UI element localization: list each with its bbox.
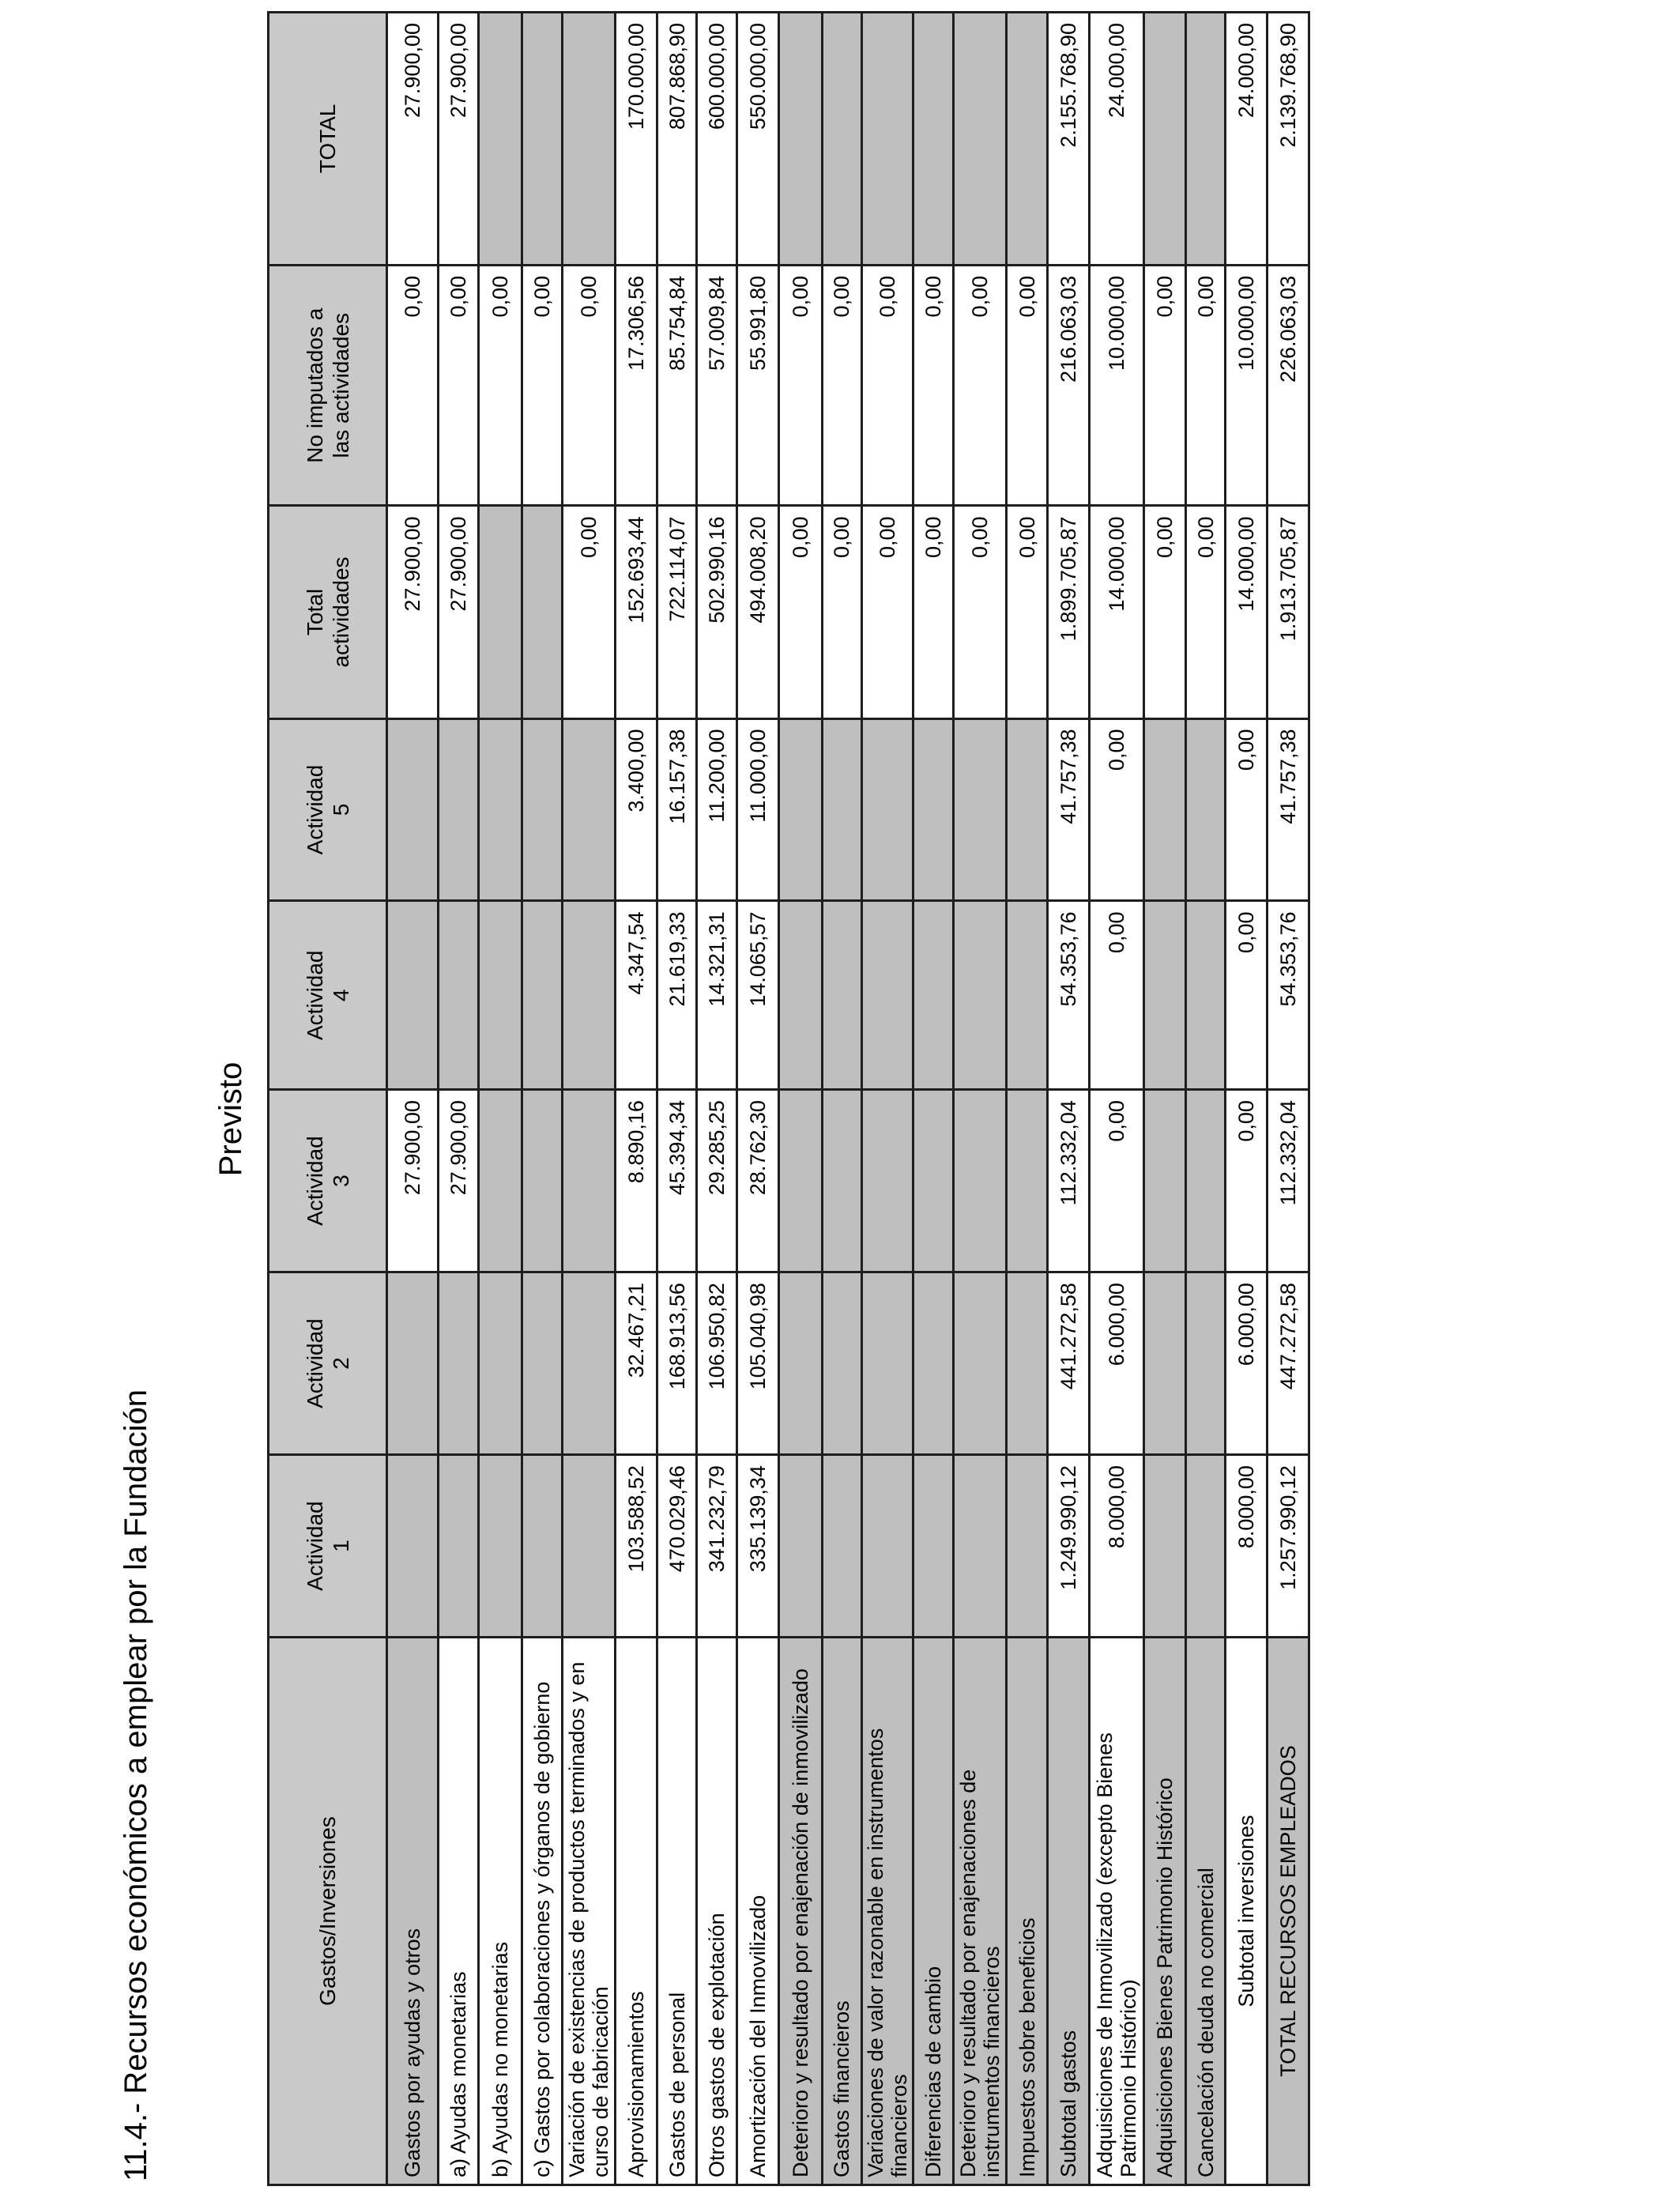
table-row [697, 13, 737, 2185]
cell-actividad-2 [953, 1272, 1006, 1455]
cell-total [563, 13, 616, 266]
cell-actividad-1 [522, 1455, 563, 1638]
cell-actividad-5: 16.157,38 [657, 718, 697, 901]
cell-actividad-4 [387, 901, 439, 1090]
header-total: TOTAL [269, 13, 387, 266]
cell-actividad-4 [822, 901, 862, 1090]
cell-no-imputados: 0,00 [563, 265, 616, 506]
cell-total [478, 13, 522, 266]
cell-total-actividades: 502.990,16 [697, 506, 737, 718]
cell-total: 24.000,00 [1090, 13, 1144, 266]
header-total-actividades: Total actividades [269, 506, 387, 718]
table-row [913, 13, 954, 2185]
cell-no-imputados: 0,00 [438, 265, 478, 506]
table-row [1090, 13, 1144, 2185]
cell-actividad-1 [778, 1455, 822, 1638]
cell-actividad-5 [778, 718, 822, 901]
cell-total: 807.868,90 [657, 13, 697, 266]
cell-no-imputados: 57.009,84 [697, 265, 737, 506]
table-row [1268, 13, 1309, 2185]
cell-actividad-2: 6.000,00 [1226, 1272, 1268, 1455]
cell-actividad-1 [862, 1455, 913, 1638]
cell-actividad-3: 27.900,00 [438, 1090, 478, 1272]
document-title: 11.4.- Recursos económicos a emplear por la Fundación [119, 1389, 153, 2181]
cell-no-imputados: 0,00 [387, 265, 439, 506]
cell-total-actividades: 0,00 [1185, 506, 1226, 718]
cell-actividad-2 [478, 1272, 522, 1455]
cell-actividad-1 [1185, 1455, 1226, 1638]
cell-actividad-5 [387, 718, 439, 901]
cell-actividad-2 [563, 1272, 616, 1455]
cell-actividad-5: 11.000,00 [737, 718, 779, 901]
cell-actividad-2 [1006, 1272, 1048, 1455]
row-label: b) Ayudas no monetarias [478, 1638, 522, 2185]
row-label: Impuestos sobre beneficios [1006, 1638, 1048, 2185]
cell-total: 27.900,00 [387, 13, 439, 266]
cell-actividad-3 [953, 1090, 1006, 1272]
cell-actividad-2: 105.040,98 [737, 1272, 779, 1455]
header-no-imputados: No imputados a las actividades [269, 265, 387, 506]
cell-total: 24.000,00 [1226, 13, 1268, 266]
header-row [269, 13, 387, 2185]
cell-total-actividades: 0,00 [953, 506, 1006, 718]
cell-actividad-4: 0,00 [1226, 901, 1268, 1090]
cell-actividad-4 [563, 901, 616, 1090]
cell-actividad-1 [438, 1455, 478, 1638]
cell-actividad-1: 8.000,00 [1226, 1455, 1268, 1638]
cell-total-actividades: 152.693,44 [615, 506, 657, 718]
table-row [953, 13, 1006, 2185]
cell-total: 170.000,00 [615, 13, 657, 266]
cell-actividad-4 [1006, 901, 1048, 1090]
cell-actividad-5 [913, 718, 954, 901]
cell-actividad-1 [1006, 1455, 1048, 1638]
cell-actividad-4: 4.347,54 [615, 901, 657, 1090]
cell-actividad-5 [1185, 718, 1226, 901]
cell-actividad-2: 32.467,21 [615, 1272, 657, 1455]
cell-actividad-3 [522, 1090, 563, 1272]
cell-no-imputados: 10.000,00 [1226, 265, 1268, 506]
row-label: Deterioro y resultado por enajenación de inmovilizado [778, 1638, 822, 2185]
row-label: Variaciones de valor razonable en instrumentos financieros [862, 1638, 913, 2185]
cell-actividad-4 [1144, 901, 1186, 1090]
cell-actividad-3: 29.285,25 [697, 1090, 737, 1272]
cell-actividad-3: 27.900,00 [387, 1090, 439, 1272]
header-actividad-5: Actividad 5 [269, 718, 387, 901]
cell-actividad-3 [913, 1090, 954, 1272]
cell-actividad-3 [1185, 1090, 1226, 1272]
cell-total [913, 13, 954, 266]
cell-actividad-3: 0,00 [1226, 1090, 1268, 1272]
cell-actividad-3 [1144, 1090, 1186, 1272]
cell-total: 2.139.768,90 [1268, 13, 1309, 266]
cell-total [1006, 13, 1048, 266]
cell-total-actividades: 27.900,00 [438, 506, 478, 718]
cell-actividad-4 [438, 901, 478, 1090]
row-label: Diferencias de cambio [913, 1638, 954, 2185]
cell-actividad-3 [478, 1090, 522, 1272]
cell-actividad-1: 335.139,34 [737, 1455, 779, 1638]
table-row [438, 13, 478, 2185]
cell-total-actividades: 494.008,20 [737, 506, 779, 718]
cell-actividad-2 [862, 1272, 913, 1455]
cell-actividad-3 [862, 1090, 913, 1272]
row-label: Cancelación deuda no comercial [1185, 1638, 1226, 2185]
cell-actividad-5: 0,00 [1226, 718, 1268, 901]
cell-no-imputados: 17.306,56 [615, 265, 657, 506]
cell-actividad-1 [478, 1455, 522, 1638]
cell-actividad-1: 341.232,79 [697, 1455, 737, 1638]
cell-actividad-2: 441.272,58 [1048, 1272, 1090, 1455]
cell-actividad-5 [862, 718, 913, 901]
cell-actividad-4 [953, 901, 1006, 1090]
table-row [1226, 13, 1268, 2185]
cell-actividad-1: 8.000,00 [1090, 1455, 1144, 1638]
cell-total-actividades: 0,00 [778, 506, 822, 718]
cell-actividad-2 [1185, 1272, 1226, 1455]
cell-total-actividades: 0,00 [563, 506, 616, 718]
table-row [615, 13, 657, 2185]
cell-actividad-3: 45.394,34 [657, 1090, 697, 1272]
cell-actividad-1 [563, 1455, 616, 1638]
row-label: Otros gastos de explotación [697, 1638, 737, 2185]
cell-actividad-5 [563, 718, 616, 901]
cell-actividad-4 [778, 901, 822, 1090]
cell-actividad-5 [478, 718, 522, 901]
cell-total-actividades: 1.899.705,87 [1048, 506, 1090, 718]
cell-total [953, 13, 1006, 266]
cell-no-imputados: 0,00 [1185, 265, 1226, 506]
cell-no-imputados: 0,00 [1006, 265, 1048, 506]
cell-actividad-2 [913, 1272, 954, 1455]
table-row [657, 13, 697, 2185]
cell-actividad-4 [913, 901, 954, 1090]
cell-total-actividades: 0,00 [1006, 506, 1048, 718]
header-actividad-2: Actividad 2 [269, 1272, 387, 1455]
table-row [822, 13, 862, 2185]
row-label: c) Gastos por colaboraciones y órganos de gobierno [522, 1638, 563, 2185]
cell-total [778, 13, 822, 266]
cell-actividad-5 [522, 718, 563, 901]
cell-actividad-4 [1185, 901, 1226, 1090]
cell-total [1185, 13, 1226, 266]
cell-total-actividades [522, 506, 563, 718]
cell-actividad-4 [522, 901, 563, 1090]
section-subtitle: Previsto [213, 1061, 248, 1177]
cell-total [1144, 13, 1186, 266]
cell-total-actividades: 27.900,00 [387, 506, 439, 718]
cell-actividad-4: 21.619,33 [657, 901, 697, 1090]
cell-actividad-4: 54.353,76 [1268, 901, 1309, 1090]
cell-total-actividades: 14.000,00 [1226, 506, 1268, 718]
cell-actividad-3: 112.332,04 [1268, 1090, 1309, 1272]
cell-total: 550.000,00 [737, 13, 779, 266]
cell-actividad-2: 106.950,82 [697, 1272, 737, 1455]
cell-actividad-2 [438, 1272, 478, 1455]
cell-no-imputados: 0,00 [522, 265, 563, 506]
cell-no-imputados: 0,00 [953, 265, 1006, 506]
cell-actividad-5 [953, 718, 1006, 901]
cell-total-actividades: 0,00 [862, 506, 913, 718]
row-label: Gastos por ayudas y otros [387, 1638, 439, 2185]
table-row [1048, 13, 1090, 2185]
header-actividad-3: Actividad 3 [269, 1090, 387, 1272]
cell-total-actividades: 0,00 [822, 506, 862, 718]
cell-actividad-5 [1144, 718, 1186, 901]
cell-actividad-4: 54.353,76 [1048, 901, 1090, 1090]
row-label: TOTAL RECURSOS EMPLEADOS [1268, 1638, 1309, 2185]
cell-no-imputados: 0,00 [913, 265, 954, 506]
cell-actividad-4: 14.065,57 [737, 901, 779, 1090]
table-row [862, 13, 913, 2185]
cell-actividad-1: 103.588,52 [615, 1455, 657, 1638]
cell-actividad-2 [387, 1272, 439, 1455]
cell-total-actividades [478, 506, 522, 718]
cell-actividad-2 [522, 1272, 563, 1455]
cell-no-imputados: 0,00 [822, 265, 862, 506]
table-row [387, 13, 439, 2185]
cell-actividad-4: 14.321,31 [697, 901, 737, 1090]
cell-actividad-5: 11.200,00 [697, 718, 737, 901]
cell-total: 600.000,00 [697, 13, 737, 266]
cell-no-imputados: 0,00 [778, 265, 822, 506]
table-row [478, 13, 522, 2185]
cell-no-imputados: 0,00 [478, 265, 522, 506]
table-row [1006, 13, 1048, 2185]
cell-actividad-3 [822, 1090, 862, 1272]
cell-actividad-1 [387, 1455, 439, 1638]
row-label: Amortización del Inmovilizado [737, 1638, 779, 2185]
cell-total-actividades: 722.114,07 [657, 506, 697, 718]
cell-actividad-3: 0,00 [1090, 1090, 1144, 1272]
header-actividad-4: Actividad 4 [269, 901, 387, 1090]
table-row [1144, 13, 1186, 2185]
cell-total [862, 13, 913, 266]
cell-actividad-2 [778, 1272, 822, 1455]
cell-actividad-5: 3.400,00 [615, 718, 657, 901]
cell-total-actividades: 14.000,00 [1090, 506, 1144, 718]
table-row [1185, 13, 1226, 2185]
cell-no-imputados: 85.754,84 [657, 265, 697, 506]
cell-total [522, 13, 563, 266]
table-row [522, 13, 563, 2185]
row-label: Subtotal gastos [1048, 1638, 1090, 2185]
cell-actividad-2: 6.000,00 [1090, 1272, 1144, 1455]
cell-total-actividades: 0,00 [913, 506, 954, 718]
cell-no-imputados: 216.063,03 [1048, 265, 1090, 506]
cell-no-imputados: 0,00 [1144, 265, 1186, 506]
row-label: Gastos financieros [822, 1638, 862, 2185]
cell-actividad-5 [438, 718, 478, 901]
cell-actividad-3 [563, 1090, 616, 1272]
cell-actividad-4 [478, 901, 522, 1090]
cell-total-actividades: 0,00 [1144, 506, 1186, 718]
cell-actividad-1 [953, 1455, 1006, 1638]
cell-no-imputados: 0,00 [862, 265, 913, 506]
cell-total-actividades: 1.913.705,87 [1268, 506, 1309, 718]
header-actividad-1: Actividad 1 [269, 1455, 387, 1638]
cell-actividad-5: 41.757,38 [1268, 718, 1309, 901]
cell-actividad-2: 168.913,56 [657, 1272, 697, 1455]
cell-actividad-3: 8.890,16 [615, 1090, 657, 1272]
cell-total [822, 13, 862, 266]
cell-actividad-4: 0,00 [1090, 901, 1144, 1090]
row-label: Variación de existencias de productos terminados y en curso de fabricación [563, 1638, 616, 2185]
cell-actividad-5 [822, 718, 862, 901]
cell-actividad-1 [1144, 1455, 1186, 1638]
row-label: Subtotal inversiones [1226, 1638, 1268, 2185]
row-label: Gastos de personal [657, 1638, 697, 2185]
cell-no-imputados: 226.063,03 [1268, 265, 1309, 506]
cell-actividad-1 [913, 1455, 954, 1638]
cell-actividad-2 [1144, 1272, 1186, 1455]
cell-no-imputados: 10.000,00 [1090, 265, 1144, 506]
cell-actividad-5 [1006, 718, 1048, 901]
cell-actividad-3 [778, 1090, 822, 1272]
table-row [563, 13, 616, 2185]
cell-actividad-3 [1006, 1090, 1048, 1272]
table-row [778, 13, 822, 2185]
row-label: Adquisiciones de Inmovilizado (excepto Bienes Patrimonio Histórico) [1090, 1638, 1144, 2185]
cell-actividad-2 [822, 1272, 862, 1455]
cell-actividad-2: 447.272,58 [1268, 1272, 1309, 1455]
cell-actividad-4 [862, 901, 913, 1090]
cell-actividad-1: 470.029,46 [657, 1455, 697, 1638]
cell-actividad-5: 0,00 [1090, 718, 1144, 901]
row-label: Deterioro y resultado por enajenaciones de instrumentos financieros [953, 1638, 1006, 2185]
cell-actividad-3: 28.762,30 [737, 1090, 779, 1272]
row-label: Adquisiciones Bienes Patrimonio Histórico [1144, 1638, 1186, 2185]
row-label: a) Ayudas monetarias [438, 1638, 478, 2185]
cell-no-imputados: 55.991,80 [737, 265, 779, 506]
cell-actividad-5: 41.757,38 [1048, 718, 1090, 901]
cell-actividad-1 [822, 1455, 862, 1638]
row-label: Aprovisionamientos [615, 1638, 657, 2185]
cell-actividad-1: 1.249.990,12 [1048, 1455, 1090, 1638]
header-gastos-inversiones: Gastos/Inversiones [269, 1638, 387, 2185]
cell-actividad-3: 112.332,04 [1048, 1090, 1090, 1272]
cell-total: 2.155.768,90 [1048, 13, 1090, 266]
cell-total: 27.900,00 [438, 13, 478, 266]
resources-table [267, 11, 1310, 2186]
table-row [737, 13, 779, 2185]
cell-actividad-1: 1.257.990,12 [1268, 1455, 1309, 1638]
